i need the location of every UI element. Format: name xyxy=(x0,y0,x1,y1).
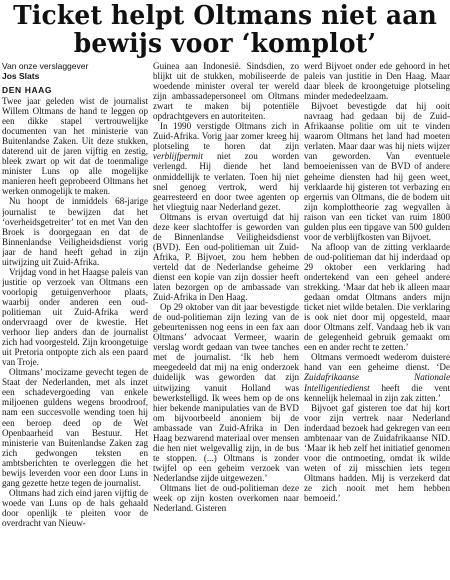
byline-author: Jos Slats xyxy=(2,71,40,81)
article-paragraph: Oltmans is ervan overtuigd dat hij deze keer slachtoffer is geworden van de Binnenlandse Veiligheidsdienst (BVD). Een oud-politieman uit Zuid-Afrika, P. Bijvoet, zou hem hebben verteld dat de Nederlandse geheime dienst een kopie van zijn dossier heeft laten bezorgen op de ambassade van Zuid-Afrika in Den Haag. xyxy=(153,211,299,303)
article-paragraph: Oltmans vermoedt wederom duistere hand van een geheime dienst. ‘De Zuidafrikaanse Nationale Intelligentiedienst heeft die vent kennelijk helemaal in zijn zak zitten.’ xyxy=(304,352,450,403)
article-column-1 xyxy=(2,61,148,566)
article-paragraph: Oltmans had zich eind jaren vijftig de woede van Luns op de hals gehaald door openlijk te pleiten voor de overdracht van Nieuw- xyxy=(2,487,148,528)
article-paragraph: Twee jaar geleden wist de journalist Willem Oltmans de hand te leggen op een dikke stapel vertrouwelijke documenten van het ministerie van Buitenlandse Zaken. Uit deze stukken, daterend uit de jaren vijftig en zestig, bleek zwart op wit dat de toenmalige minister Luns op alle mogelijke manieren heeft geprobeerd Oltmans het werken onmogelijk te maken. xyxy=(2,96,148,197)
article-paragraph: In 1990 verstigde Oltmans zich in Zuid-Afrika. Vorig jaar zomer kreeg hij plotseling te horen dat zijn verblijfpermit niet zou worden verlengd. Hij diende het land onmiddellijk te verlaten. Toen hij niet snel genoeg vertrok, werd hij gearresteerd en door twee agenten op het vliegtuig naar Nederland gezet. xyxy=(153,121,299,212)
article-paragraph: Oltmans’ mocizame gevecht tegen de Staat der Nederlanden, met als inzet een schadevergoeding van enkele miljoenen guldens wegens broodroof, nam een succesvolle wending toen hij een beroep deed op de Wet Openbaarheid van Bestuur. Het ministerie van Buitenlandse Zaken zag zich gedwongen teksten en ambtsberichten te overleggen die het bewijs leverden voor een door Luns in gang gezette hetze tegen de journalist. xyxy=(2,367,148,488)
article-paragraph: werd Bijvoet onder ede gehoord in het paleis van justitie in Den Haag. Maar daar bleek de kroongetuige plotseling minder mededeelzaam. xyxy=(304,61,450,102)
article-paragraph: Oltmans liet de oud-politieman deze week op zijn kosten overkomen naar Nederland. Gisteren xyxy=(153,482,299,514)
article-paragraph: Op 29 oktober van dit jaar bevestigde de oud-politieman zijn lezing van de gebeurtenissen nog eens in een fax aan Oltmans’ advocaat Vermeer, waarin verslag wordt gedaan van twee tanches met de journalist. ‘Ik heb hem meegedeeld dat mij na enig onderzoek duidelijk was geworden dat zijn uitwijzing vanuit Holland was bewerkstelligd. Ik wees hem op de ons hier bekende manipulaties van de BVD om bijvoorbeeld anoniem bij de ambassade van Zuid-Afrika in Den Haag bezwarend materiaal over mensen die hen niet welgevallig zijn, in de bus te stoppen. (...) Oltmans is zonder twijfel op een geheim verzoek van Nederlandse zijde uitgewezen.’ xyxy=(153,302,299,483)
article-column-3 xyxy=(304,61,450,566)
article-column-2 xyxy=(153,61,299,566)
article-paragraph: Na afloop van de zitting verklaarde de oud-politieman dat hij inderdaad op 29 oktober een verklaring had ondertekend van een geheel andere strekking. ‘Maar dat heb ik alleen maar gedaan omdat Oltmans anders mijn ticket niet wilde betalen. Die verklaring is ook niet door mij opgesteld, maar door Oltmans zelf. Vandaag heb ik van de gelegenheid gebruik gemaakt om een en ander recht te zetten.’ xyxy=(304,241,450,353)
article-paragraph: Nu hoopt de inmiddels 68-jarige journalist te bewijzen dat het ‘overheidsgetreiter’ tot en met Van den Broek is doorgegaan en dat de Binnenlandse Veiligheidsdienst vorig jaar de hand heeft gehad in zijn uitwijzing uit Zuid-Afrika. xyxy=(2,196,148,267)
article-paragraph: Bijvoet bevestigde dat hij ooit navraag had gedaan bij de Zuid-Afrikaanse politie om uit te vinden waarom Oltmans het land had moeten verlaten. Maar daar was hij niets wijzer van geworden. Van eventuele bemoeienissen van de BVD of andere geheime diensten had hij geen weet, verklaarde hij gisteren tot verbazing en ergernis van Oltmans, die de bodem uit zijn komplottheorie zag wegvallen à raison van een ticket van ruim 1800 gulden plus een tipgave van 500 gulden voor de verblijfkosten van Bijvoet. xyxy=(304,101,450,242)
article-paragraph: Guinea aan Indonesië. Sindsdien, zo blijkt uit de stukken, mobiliseerde de woedende minister overal ter wereld zijn ambassadepersoneel om Oltmans zwart te maken bij potentiële opdrachtgevers en autoriteiten. xyxy=(153,61,299,122)
dateline: DEN HAAG xyxy=(2,85,53,95)
article-paragraph: Vrijdag vond in het Haagse paleis van justitie op verzoek van Oltmans een voorlopig getuigenverhoor plaats, waarbij onder anderen een oud-politieman uit Zuid-Afrika werd ondervraagd over de kwestie. Het verhoor liep anders dan de journalist zich had voorgesteld. Zijn kroongetuige uit Pretoria ontpopte zich als een paard van Troje. xyxy=(2,266,148,368)
article-paragraph: Bijvoet gaf gisteren toe dat hij kort voor zijn vertrek naar Nederland inderdaad bezoek had gekregen van een ambtenaar van de Zuidafrikaanse NID. ‘Maar ik heb zelf het initiatief genomen voor die ontmoeting, omdat ik wilde weten of zij misschien iets tegen Oltmans hadden. Mij is verzekerd dat ze zich nooit met hem hebben bemoeid.’ xyxy=(304,402,450,504)
article-body xyxy=(2,61,448,566)
byline-label: Van onze verslaggever xyxy=(2,61,89,71)
article-headline: Ticket helpt Oltmans niet aan bewijs voor ‘komplot’ xyxy=(13,1,437,59)
